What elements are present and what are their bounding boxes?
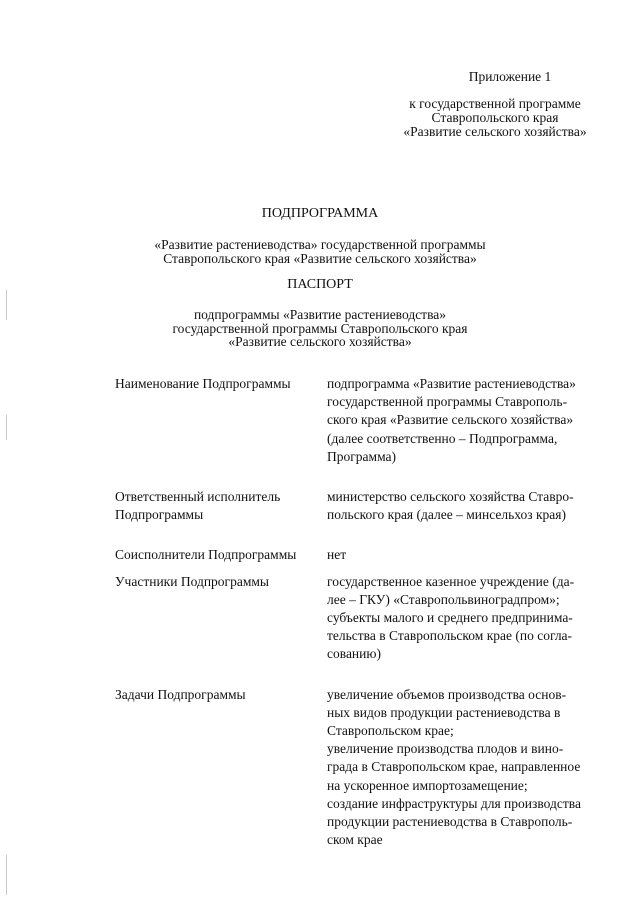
value-line: сованию) [327,646,381,662]
value-line: ных видов продукции растениеводства в [327,704,561,720]
passport-row-participants [115,573,605,664]
label-line: Наименование Подпрограммы [115,376,291,391]
value-line: увеличение производства плодов и вино- [327,741,564,757]
subtitle-line: «Развитие растениеводства» государственной программы [154,237,486,252]
subtitle-line: «Развитие сельского хозяйства» [228,334,412,349]
row-label [115,375,327,466]
value-line: создание инфраструктуры для производства [327,795,581,811]
value-line: на ускоренное импортозамещение; [327,777,528,793]
value-line: субъекты малого и среднего предпринима- [327,610,573,626]
value-line: увеличение объемов производства основ- [327,686,567,702]
label-line: Участники Подпрограммы [115,573,269,589]
row-label [115,686,327,850]
value-line: лее – ГКУ) «Ставропольвиноградпром»; [327,591,560,607]
appendix-header [380,70,610,139]
passport-heading: ПАСПОРТ [287,277,353,292]
row-label [115,546,327,564]
value-line: ского края «Развитие сельского хозяйства» [327,412,574,428]
value-line: тельства в Ставропольском крае (по согла- [327,628,573,644]
appendix-line: к государственной программе [409,96,581,111]
subtitle-line: государственной программы Ставропольского края [172,320,468,336]
value-line: нет [327,547,347,563]
value-line: подпрограмма «Развитие растениеводства» [327,376,576,391]
appendix-title: Приложение 1 [468,69,552,84]
label-line: Подпрограммы [115,507,204,523]
passport-row-executor [115,488,605,524]
passport-subtitle [0,308,640,349]
row-value [327,573,605,664]
value-line: Программа) [327,448,397,464]
label-line: Соисполнители Подпрограммы [115,547,297,563]
value-line: Ставропольском крае; [327,723,454,739]
subprogram-heading: ПОДПРОГРАММА [261,206,379,221]
value-line: (далее соответственно – Подпрограмма, [327,430,558,446]
passport-row-coexecutors [115,546,605,564]
subtitle-line: Ставропольского края «Развитие сельского хозяйства» [163,250,477,266]
row-value [327,375,605,466]
passport-table [115,375,605,849]
value-line: государственное казенное учреждение (да- [327,573,575,589]
value-line: польского края (далее – минсельхоз края) [327,507,566,523]
value-line: государственной программы Ставрополь- [327,394,568,410]
value-line: града в Ставропольском крае, направленное [327,759,581,775]
label-line: Задачи Подпрограммы [115,686,246,702]
row-label [115,573,327,664]
value-line: продукции растениеводства в Ставрополь- [327,814,573,830]
value-line: ском крае [327,832,383,848]
row-value [327,488,605,524]
appendix-line: «Развитие сельского хозяйства» [403,124,587,139]
row-value [327,686,605,850]
row-label [115,488,327,524]
row-value [327,546,605,564]
subtitle-line: подпрограммы «Развитие растениеводства» [193,307,447,322]
value-line: министерство сельского хозяйства Ставро- [327,489,574,505]
scan-margin-mark [6,855,7,895]
scan-margin-mark [6,415,7,440]
label-line: Ответственный исполнитель [115,489,281,505]
passport-row-tasks [115,686,605,850]
subprogram-subtitle [0,238,640,265]
appendix-line: Ставропольского края [431,110,559,125]
passport-row-name [115,375,605,466]
